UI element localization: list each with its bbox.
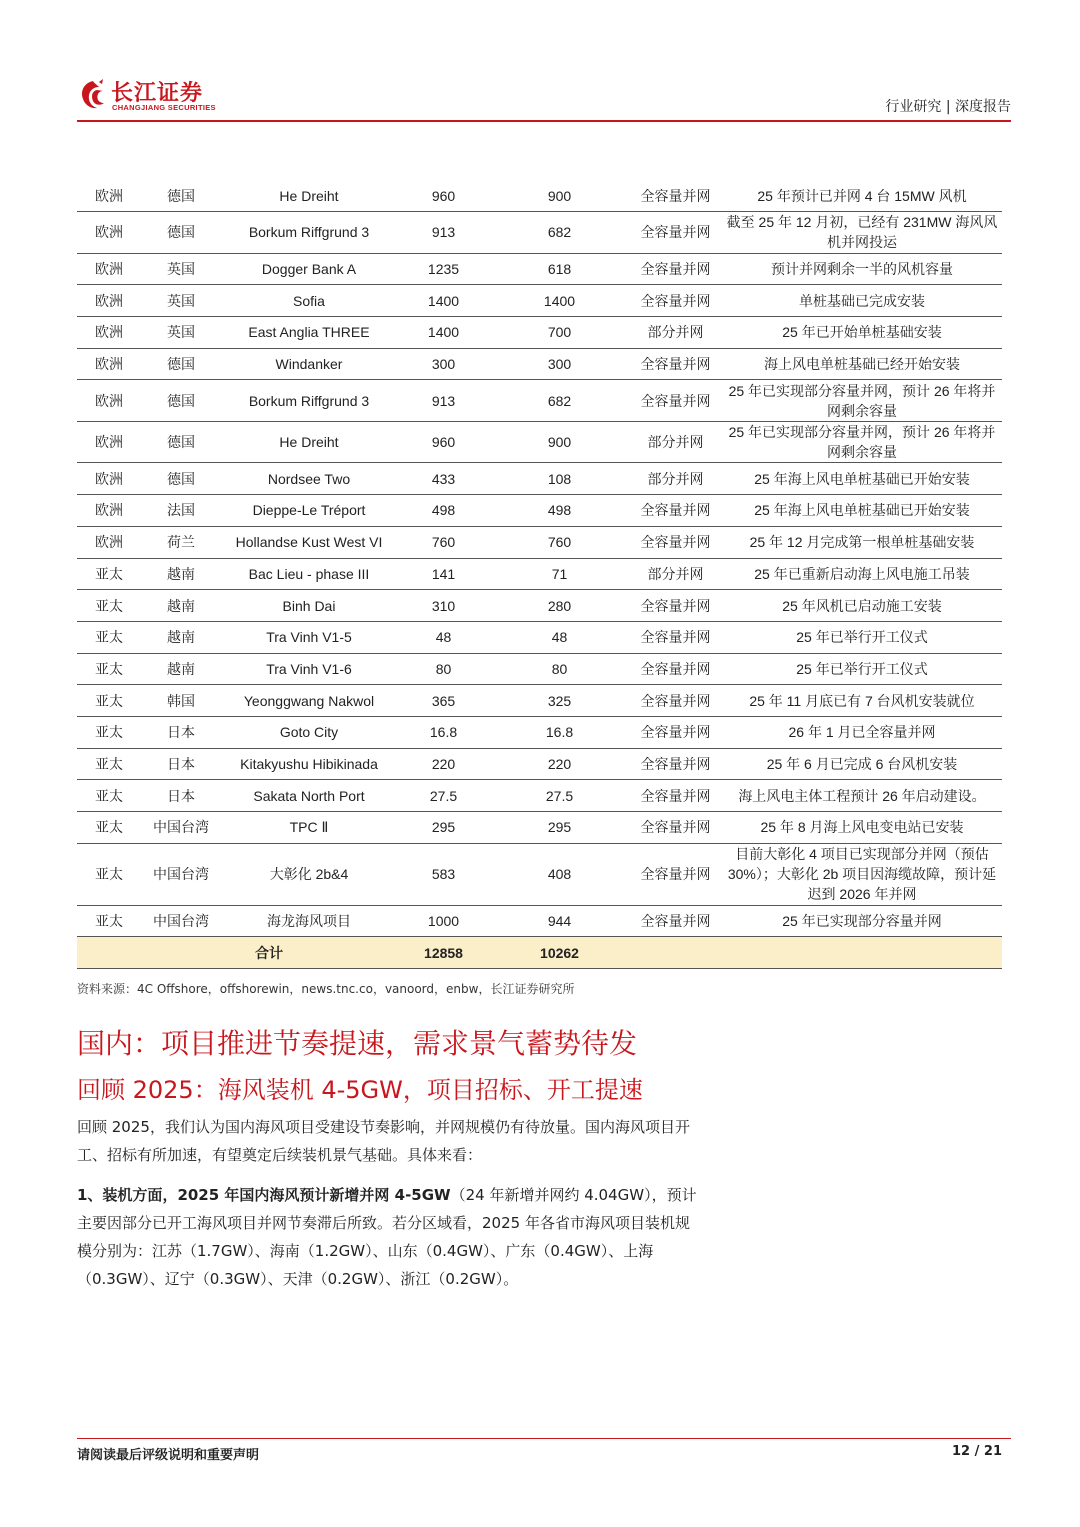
region-cell: 欧洲	[77, 526, 141, 558]
region-cell: 亚太	[77, 748, 141, 780]
table-source-note: 资料来源：4C Offshore，offshorewin，news.tnc.co，vanoord，enbw，长江证券研究所	[77, 982, 575, 996]
grid-capacity-cell: 1400	[490, 285, 629, 317]
project-name-cell: Yeonggwang Nakwol	[221, 685, 397, 717]
table-row	[77, 180, 1002, 212]
region-cell: 亚太	[77, 590, 141, 622]
region-cell: 亚太	[77, 780, 141, 812]
table-row	[77, 905, 1002, 937]
grid-capacity-cell: 944	[490, 905, 629, 937]
total-capacity-cell: 16.8	[397, 716, 490, 748]
progress-note-cell: 25 年已实现部分容量并网，预计 26 年将并网剩余容量	[722, 421, 1002, 463]
progress-note-cell: 26 年 1 月已全容量并网	[722, 716, 1002, 748]
grid-status-cell: 全容量并网	[629, 526, 722, 558]
project-name-cell: Sofia	[221, 285, 397, 317]
project-name-cell: TPC Ⅱ	[221, 812, 397, 844]
project-name-cell: Nordsee Two	[221, 463, 397, 495]
company-logo	[77, 76, 227, 116]
report-category: 行业研究 | 深度报告	[885, 99, 1011, 115]
country-cell: 中国台湾	[141, 905, 221, 937]
progress-note-cell: 25 年 12 月完成第一根单桩基础安装	[722, 526, 1002, 558]
table-row	[77, 212, 1002, 254]
total-blank-cell	[77, 937, 141, 969]
grid-capacity-cell: 498	[490, 495, 629, 527]
grid-status-cell: 全容量并网	[629, 780, 722, 812]
grid-capacity-cell: 220	[490, 748, 629, 780]
grid-capacity-cell: 108	[490, 463, 629, 495]
region-cell: 亚太	[77, 653, 141, 685]
country-cell: 德国	[141, 463, 221, 495]
total-capacity-cell: 1400	[397, 317, 490, 349]
region-cell: 欧洲	[77, 495, 141, 527]
region-cell: 欧洲	[77, 285, 141, 317]
project-name-cell: Borkum Riffgrund 3	[221, 380, 397, 422]
total-capacity-cell: 913	[397, 212, 490, 254]
grid-status-cell: 部分并网	[629, 558, 722, 590]
project-name-cell: He Dreiht	[221, 421, 397, 463]
paragraph-installation-lead: 1、装机方面，2025 年国内海风预计新增并网 4-5GW	[77, 1186, 451, 1204]
grid-status-cell: 全容量并网	[629, 653, 722, 685]
table-row	[77, 590, 1002, 622]
region-cell: 亚太	[77, 843, 141, 905]
total-capacity-cell: 960	[397, 421, 490, 463]
grid-status-cell: 全容量并网	[629, 685, 722, 717]
grid-capacity-cell: 71	[490, 558, 629, 590]
total-capacity-cell: 498	[397, 495, 490, 527]
country-cell: 韩国	[141, 685, 221, 717]
disclaimer-note: 请阅读最后评级说明和重要声明	[77, 1448, 260, 1463]
total-capacity-cell: 760	[397, 526, 490, 558]
table-row	[77, 526, 1002, 558]
total-label-cell: 合计	[141, 937, 397, 969]
project-name-cell: Binh Dai	[221, 590, 397, 622]
country-cell: 德国	[141, 421, 221, 463]
grid-capacity-cell: 48	[490, 621, 629, 653]
grid-capacity-cell: 408	[490, 843, 629, 905]
country-cell: 德国	[141, 180, 221, 212]
progress-note-cell: 25 年已重新启动海上风电施工吊装	[722, 558, 1002, 590]
grid-capacity-cell: 682	[490, 212, 629, 254]
grid-status-cell: 部分并网	[629, 317, 722, 349]
progress-note-cell: 25 年已开始单桩基础安装	[722, 317, 1002, 349]
project-name-cell: East Anglia THREE	[221, 317, 397, 349]
country-cell: 越南	[141, 590, 221, 622]
country-cell: 越南	[141, 653, 221, 685]
paragraph-review: 回顾 2025，我们认为国内海风项目受建设节奏影响，并网规模仍有待放量。国内海风项目开工、招标有所加速，有望奠定后续装机景气基础。具体来看：	[77, 1118, 690, 1164]
header-divider	[77, 120, 1011, 122]
table-row	[77, 780, 1002, 812]
country-cell: 德国	[141, 348, 221, 380]
region-cell: 欧洲	[77, 253, 141, 285]
phoenix-logo-icon	[77, 78, 109, 112]
progress-note-cell: 25 年已举行开工仪式	[722, 653, 1002, 685]
table-row	[77, 253, 1002, 285]
grid-status-cell: 全容量并网	[629, 748, 722, 780]
progress-note-cell: 25 年预计已并网 4 台 15MW 风机	[722, 180, 1002, 212]
country-cell: 英国	[141, 253, 221, 285]
country-cell: 越南	[141, 558, 221, 590]
project-name-cell: Sakata North Port	[221, 780, 397, 812]
region-cell: 亚太	[77, 685, 141, 717]
progress-note-cell: 25 年 11 月底已有 7 台风机安装就位	[722, 685, 1002, 717]
total-capacity-cell: 913	[397, 380, 490, 422]
table-row	[77, 421, 1002, 463]
project-name-cell: Tra Vinh V1-5	[221, 621, 397, 653]
country-cell: 日本	[141, 748, 221, 780]
total-capacity-cell: 365	[397, 685, 490, 717]
country-cell: 中国台湾	[141, 843, 221, 905]
grid-status-cell: 全容量并网	[629, 212, 722, 254]
table-row	[77, 558, 1002, 590]
country-cell: 英国	[141, 285, 221, 317]
total-capacity-cell: 1000	[397, 905, 490, 937]
grid-status-cell: 部分并网	[629, 463, 722, 495]
total-capacity-cell: 295	[397, 812, 490, 844]
country-cell: 英国	[141, 317, 221, 349]
progress-note-cell: 25 年海上风电单桩基础已开始安装	[722, 495, 1002, 527]
country-cell: 法国	[141, 495, 221, 527]
table-row	[77, 285, 1002, 317]
table-row	[77, 812, 1002, 844]
total-capacity-cell: 48	[397, 621, 490, 653]
country-cell: 德国	[141, 212, 221, 254]
region-cell: 亚太	[77, 558, 141, 590]
region-cell: 欧洲	[77, 421, 141, 463]
project-name-cell: He Dreiht	[221, 180, 397, 212]
table-row	[77, 621, 1002, 653]
grid-status-cell: 部分并网	[629, 421, 722, 463]
progress-note-cell: 预计并网剩余一半的风机容量	[722, 253, 1002, 285]
grid-capacity-cell: 27.5	[490, 780, 629, 812]
total-capacity-sum-cell: 12858	[397, 937, 490, 969]
table-row	[77, 685, 1002, 717]
country-cell: 德国	[141, 380, 221, 422]
table-row	[77, 748, 1002, 780]
table-row	[77, 843, 1002, 905]
subsection-heading: 回顾 2025：海风装机 4-5GW，项目招标、开工提速	[77, 1076, 643, 1104]
table-total-row	[77, 937, 1002, 969]
grid-status-cell: 全容量并网	[629, 590, 722, 622]
project-name-cell: 大彰化 2b&4	[221, 843, 397, 905]
progress-note-cell: 目前大彰化 4 项目已实现部分并网（预估 30%）；大彰化 2b 项目因海缆故障，预计延迟到 2026 年并网	[722, 843, 1002, 905]
grid-status-cell: 全容量并网	[629, 380, 722, 422]
region-cell: 欧洲	[77, 212, 141, 254]
grid-status-cell: 全容量并网	[629, 812, 722, 844]
total-blank-cell	[629, 937, 1002, 969]
grid-capacity-cell: 300	[490, 348, 629, 380]
grid-status-cell: 全容量并网	[629, 843, 722, 905]
table-row	[77, 463, 1002, 495]
region-cell: 欧洲	[77, 463, 141, 495]
grid-capacity-cell: 295	[490, 812, 629, 844]
grid-capacity-cell: 280	[490, 590, 629, 622]
region-cell: 亚太	[77, 812, 141, 844]
total-capacity-cell: 220	[397, 748, 490, 780]
country-cell: 日本	[141, 780, 221, 812]
region-cell: 欧洲	[77, 180, 141, 212]
region-cell: 欧洲	[77, 317, 141, 349]
progress-note-cell: 25 年 6 月已完成 6 台风机安装	[722, 748, 1002, 780]
table-row	[77, 495, 1002, 527]
project-name-cell: Windanker	[221, 348, 397, 380]
country-cell: 中国台湾	[141, 812, 221, 844]
grid-status-cell: 全容量并网	[629, 716, 722, 748]
progress-note-cell: 海上风电主体工程预计 26 年启动建设。	[722, 780, 1002, 812]
total-grid-sum-cell: 10262	[490, 937, 629, 969]
grid-capacity-cell: 325	[490, 685, 629, 717]
progress-note-cell: 海上风电单桩基础已经开始安装	[722, 348, 1002, 380]
region-cell: 亚太	[77, 621, 141, 653]
region-cell: 欧洲	[77, 380, 141, 422]
table-row	[77, 653, 1002, 685]
offshore-wind-projects-table	[77, 180, 1002, 969]
project-name-cell: Hollandse Kust West VI	[221, 526, 397, 558]
total-capacity-cell: 310	[397, 590, 490, 622]
progress-note-cell: 25 年海上风电单桩基础已开始安装	[722, 463, 1002, 495]
grid-status-cell: 全容量并网	[629, 621, 722, 653]
footer-divider	[77, 1438, 1011, 1439]
progress-note-cell: 25 年已实现部分容量并网	[722, 905, 1002, 937]
total-capacity-cell: 80	[397, 653, 490, 685]
grid-capacity-cell: 900	[490, 421, 629, 463]
total-capacity-cell: 1235	[397, 253, 490, 285]
grid-capacity-cell: 700	[490, 317, 629, 349]
grid-capacity-cell: 760	[490, 526, 629, 558]
grid-capacity-cell: 80	[490, 653, 629, 685]
logo-text-cn: 长江证券	[111, 81, 204, 106]
table-row	[77, 716, 1002, 748]
project-name-cell: Bac Lieu - phase III	[221, 558, 397, 590]
progress-note-cell: 截至 25 年 12 月初，已经有 231MW 海风风机并网投运	[722, 212, 1002, 254]
total-capacity-cell: 27.5	[397, 780, 490, 812]
grid-capacity-cell: 682	[490, 380, 629, 422]
region-cell: 亚太	[77, 905, 141, 937]
total-capacity-cell: 433	[397, 463, 490, 495]
progress-note-cell: 单桩基础已完成安装	[722, 285, 1002, 317]
project-name-cell: Kitakyushu Hibikinada	[221, 748, 397, 780]
section-heading: 国内：项目推进节奏提速，需求景气蓄势待发	[77, 1027, 638, 1060]
total-capacity-cell: 960	[397, 180, 490, 212]
country-cell: 日本	[141, 716, 221, 748]
project-name-cell: Dieppe-Le Tréport	[221, 495, 397, 527]
grid-capacity-cell: 900	[490, 180, 629, 212]
country-cell: 荷兰	[141, 526, 221, 558]
total-capacity-cell: 300	[397, 348, 490, 380]
progress-note-cell: 25 年 8 月海上风电变电站已安装	[722, 812, 1002, 844]
grid-status-cell: 全容量并网	[629, 495, 722, 527]
project-name-cell: Goto City	[221, 716, 397, 748]
total-capacity-cell: 583	[397, 843, 490, 905]
progress-note-cell: 25 年已实现部分容量并网，预计 26 年将并网剩余容量	[722, 380, 1002, 422]
progress-note-cell: 25 年风机已启动施工安装	[722, 590, 1002, 622]
region-cell: 欧洲	[77, 348, 141, 380]
grid-status-cell: 全容量并网	[629, 905, 722, 937]
grid-capacity-cell: 618	[490, 253, 629, 285]
grid-status-cell: 全容量并网	[629, 180, 722, 212]
grid-status-cell: 全容量并网	[629, 253, 722, 285]
table-row	[77, 348, 1002, 380]
grid-capacity-cell: 16.8	[490, 716, 629, 748]
region-cell: 亚太	[77, 716, 141, 748]
project-name-cell: Tra Vinh V1-6	[221, 653, 397, 685]
project-name-cell: Borkum Riffgrund 3	[221, 212, 397, 254]
page-number: 12 / 21	[952, 1444, 1002, 1459]
total-capacity-cell: 1400	[397, 285, 490, 317]
progress-note-cell: 25 年已举行开工仪式	[722, 621, 1002, 653]
logo-text-en: CHANGJIANG SECURITIES	[112, 103, 216, 112]
project-name-cell: 海龙海风项目	[221, 905, 397, 937]
table-row	[77, 317, 1002, 349]
country-cell: 越南	[141, 621, 221, 653]
grid-status-cell: 全容量并网	[629, 285, 722, 317]
total-capacity-cell: 141	[397, 558, 490, 590]
paragraph-installation-body: （24 年新增并网约 4.04GW），预计主要因部分已开工海风项目并网节奏滞后所致。若分区域看，2025 年各省市海风项目装机规模分别为：江苏（1.7GW）、海南（1.2GW）、山东（0.4GW）、广东（0.4GW）、上海（0.3GW）、辽宁（0.3GW）、天津（0.2GW）、浙江（0.2GW）。	[77, 1186, 697, 1288]
grid-status-cell: 全容量并网	[629, 348, 722, 380]
table-row	[77, 380, 1002, 422]
paragraph-installation	[77, 1181, 697, 1293]
project-name-cell: Dogger Bank A	[221, 253, 397, 285]
